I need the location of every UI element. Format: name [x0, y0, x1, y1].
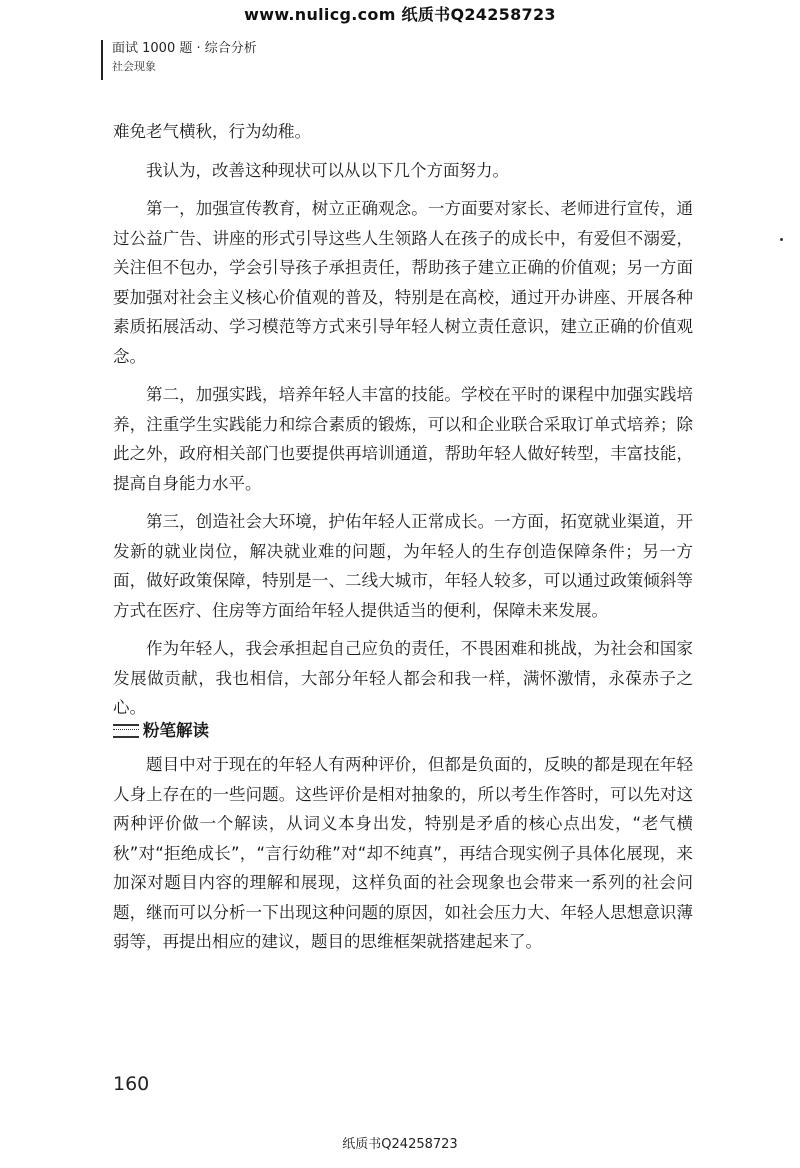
bottom-watermark: 纸质书Q24258723	[342, 1137, 458, 1152]
analysis-paragraph: 题目中对于现在的年轻人有两种评价，但都是负面的，反映的都是现在年轻人身上存在的一些问题。这些评价是相对抽象的，所以考生作答时，可以先对这两种评价做一个解读，从词义本身出发，特别是矛盾的核心点出发，“老气横秋”对“拒绝成长”，“言行幼稚”对“却不纯真”，再结合现实例子具体化展现，来加深对题目内容的理解和展现，这样负面的社会现象也会带来一系列的社会问题，继而可以分析一下出现这种问题的原因，如社会压力大、年轻人思想意识薄弱等，再提出相应的建议，题目的思维框架就搭建起来了。	[113, 755, 693, 951]
section-name: 社会现象	[112, 60, 156, 73]
analysis-heading-label: 粉笔解读	[143, 721, 209, 740]
page-number: 160	[113, 1073, 150, 1095]
edge-mark	[780, 238, 783, 241]
paragraph-conclusion: 作为年轻人，我会承担起自己应负的责任，不畏困难和挑战，为社会和国家发展做贡献，我也相信，大部分年轻人都会和我一样，满怀激情，永葆赤子之心。	[113, 639, 693, 717]
top-watermark: www.nulicg.com 纸质书Q24258723	[244, 5, 556, 24]
chalk-icon	[113, 724, 139, 738]
paragraph-first-point: 第一，加强宣传教育，树立正确观念。一方面要对家长、老师进行宣传，通过公益广告、讲座的形式引导这些人生领路人在孩子的成长中，有爱但不溺爱，关注但不包办，学会引导孩子承担责任，帮助孩子建立正确的价值观；另一方面要加强对社会主义核心价值观的普及，特别是在高校，通过开办讲座、开展各种素质拓展活动、学习模范等方式来引导年轻人树立责任意识，建立正确的价值观念。	[113, 199, 693, 366]
body-text	[113, 117, 693, 732]
analysis-section	[113, 750, 693, 966]
paragraph-intro: 我认为，改善这种现状可以从以下几个方面努力。	[146, 160, 509, 180]
running-head	[101, 40, 257, 80]
paragraph-third-point: 第三，创造社会大环境，护佑年轻人正常成长。一方面，拓宽就业渠道，开发新的就业岗位，解决就业难的问题，为年轻人的生存创造保障条件；另一方面，做好政策保障，特别是一、二线大城市，年轻人较多，可以通过政策倾斜等方式在医疗、住房等方面给年轻人提供适当的便利，保障未来发展。	[113, 512, 693, 620]
analysis-heading	[113, 719, 209, 743]
paragraph-second-point: 第二，加强实践，培养年轻人丰富的技能。学校在平时的课程中加强实践培养，注重学生实践能力和综合素质的锻炼，可以和企业联合采取订单式培养；除此之外，政府相关部门也要提供再培训通道，帮助年轻人做好转型，丰富技能，提高自身能力水平。	[113, 385, 693, 493]
book-title: 面试 1000 题 · 综合分析	[112, 41, 257, 56]
paragraph-continuation: 难免老气横秋，行为幼稚。	[113, 122, 311, 141]
